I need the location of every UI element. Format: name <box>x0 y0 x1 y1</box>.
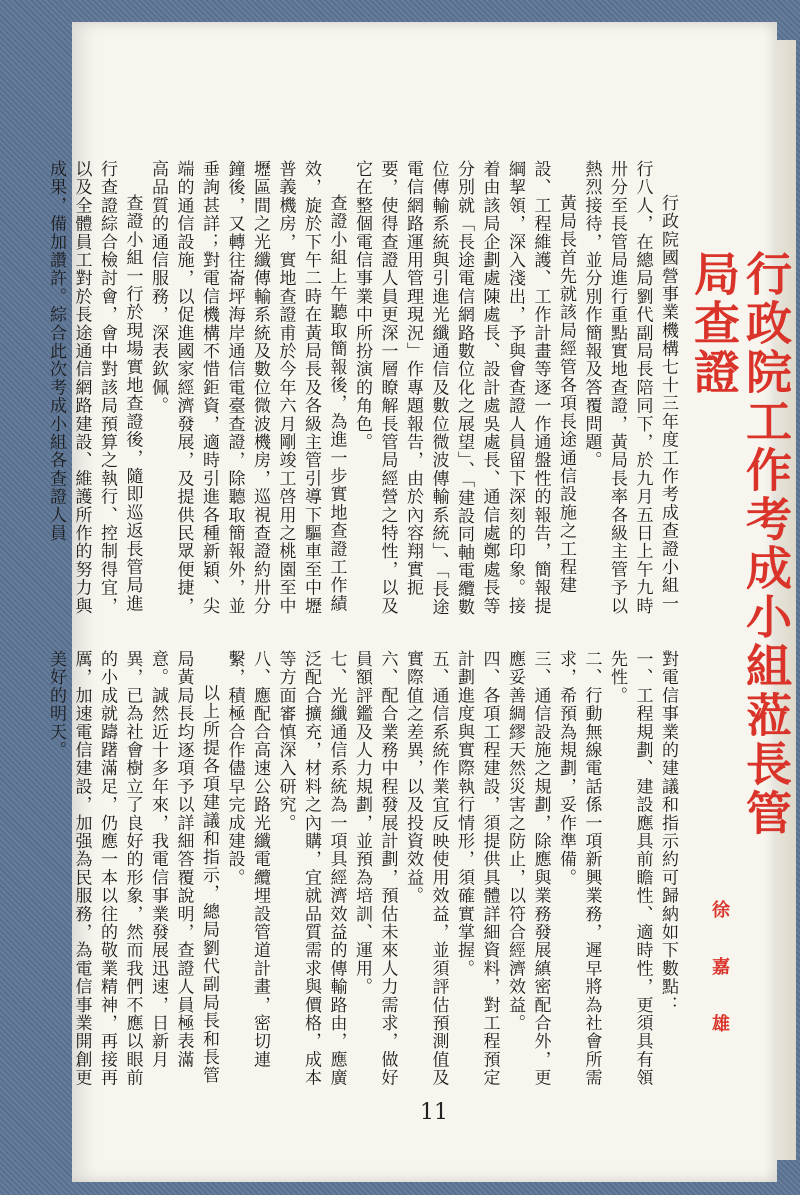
article-top-block <box>46 160 680 630</box>
paragraph-conclusion: 以上所提各項建議和指示，總局劉代副局長和長管局黃局長均逐項予以詳細答覆說明，查證人員極表滿意。誠然近十多年來，我電信事業發展迅速，日新月異，已為社會樹立了良好的形象，然而我們不應以眼前的小成就躊躇滿足，仍應一本以往的敬業精神，再接再厲，加速電信建設，加强為民服務，為電信事業開創更美好的明天。 <box>46 650 219 1087</box>
paragraph-review: 查證小組一行於現場實地查證後，隨即巡返長管局進行查證綜合檢討會，會中對該局預算之執行、控制得宜，以及全體員工對於長途通信網路建設、維護所作的努力與成果，備加讚許。綜合此次考成小組各查證人員 <box>46 160 143 615</box>
paragraph-briefing: 黃局長首先就該局經管各項長途通信設施之工程建設、工程維護、工作計畫等逐一作通盤性的報告，簡報提綱挈領，深入淺出，予與會查證人員留下深刻的印象。接着由該局企劃處陳處長、設計處吳處長、通信處鄭處長等分別就「長途電信網路數位化之展望」、「建設同軸電纜數位傳輸系統與引進光纖通信及數位微波傳輸系統」、「長途電信網路運用管理現況」作專題報告，由於內容翔實扼要，使得查證人員更深一層瞭解長管局經營之特性，以及它在整個電信事業中所扮演的角色。 <box>352 160 576 617</box>
recommendation-3: 三、通信設施之規劃，除應與業務發展縝密配合外，更應妥善綢繆天然災害之防止，以符合經濟效益。 <box>505 650 551 1087</box>
article-author: 徐 嘉 雄 <box>709 900 730 1041</box>
article-title: 行政院工作考成小組蒞長管局查證 <box>687 250 793 838</box>
recommendation-7: 七、光纖通信系統為一項具經濟效益的傳輸路由，應廣泛配合擴充，材料之內購，宜就品質需求與價格，成本等方面審慎深入研究。 <box>275 650 347 1087</box>
recommendation-5: 五、通信系統作業宜反映使用效益，並須評估預測值及實際值之差異，以及投資效益。 <box>403 650 449 1087</box>
article-bottom-block <box>46 650 680 1100</box>
recommendation-4: 四、各項工程建設，須提供具體詳細資料，對工程預定計劃進度與實際執行情形，須確實掌握。 <box>454 650 500 1087</box>
recommendation-2: 二、行動無線電話係一項新興業務，遲早將為社會所需求，希預為規劃，妥作準備。 <box>556 650 602 1087</box>
recommendation-1: 一、工程規劃、建設應具前瞻性、適時性，更須具有領先性。 <box>607 650 653 1087</box>
recommendation-8: 八、應配合高速公路光纖電纜埋設管道計畫，密切連繫，積極合作儘早完成建設。 <box>224 650 270 1069</box>
recommendation-6: 六、配合業務中程發展計劃，預估未來人力需求，做好員額評鑑及人力規劃，並預為培訓、運用。 <box>352 650 398 1087</box>
paragraph-intro: 行政院國營事業機構七十三年度工作考成查證小組一行八人，在總局劉代副局長陪同下，於九月五日上午九時卅分至長管局進行重點實地查證，黃局長率各級主管予以熱烈接待，並分別作簡報及答覆問題。 <box>581 160 678 615</box>
paragraph-site-visit: 查證小組上午聽取簡報後，為進一步實地查證工作績效，旋於下午二時在黃局長及各級主管引導下驅車至中壢普義機房，實地查證甫於今年六月剛竣工啓用之桃園至中壢區間之光纖傳輸系統及數位微波機房，巡視查證約卅分鐘後，又轉往崙坪海岸通信電臺查證，除聽取簡報外，並垂詢甚詳；對電信機構不惜鉅資，適時引進各種新穎、尖端的通信設施，以促進國家經濟發展，及提供民眾便捷，高品質的通信服務，深表欽佩。 <box>148 160 347 615</box>
recommendations-intro: 對電信事業的建議和指示約可歸納如下數點： <box>658 650 678 1014</box>
page-number: 11 <box>420 1100 448 1125</box>
